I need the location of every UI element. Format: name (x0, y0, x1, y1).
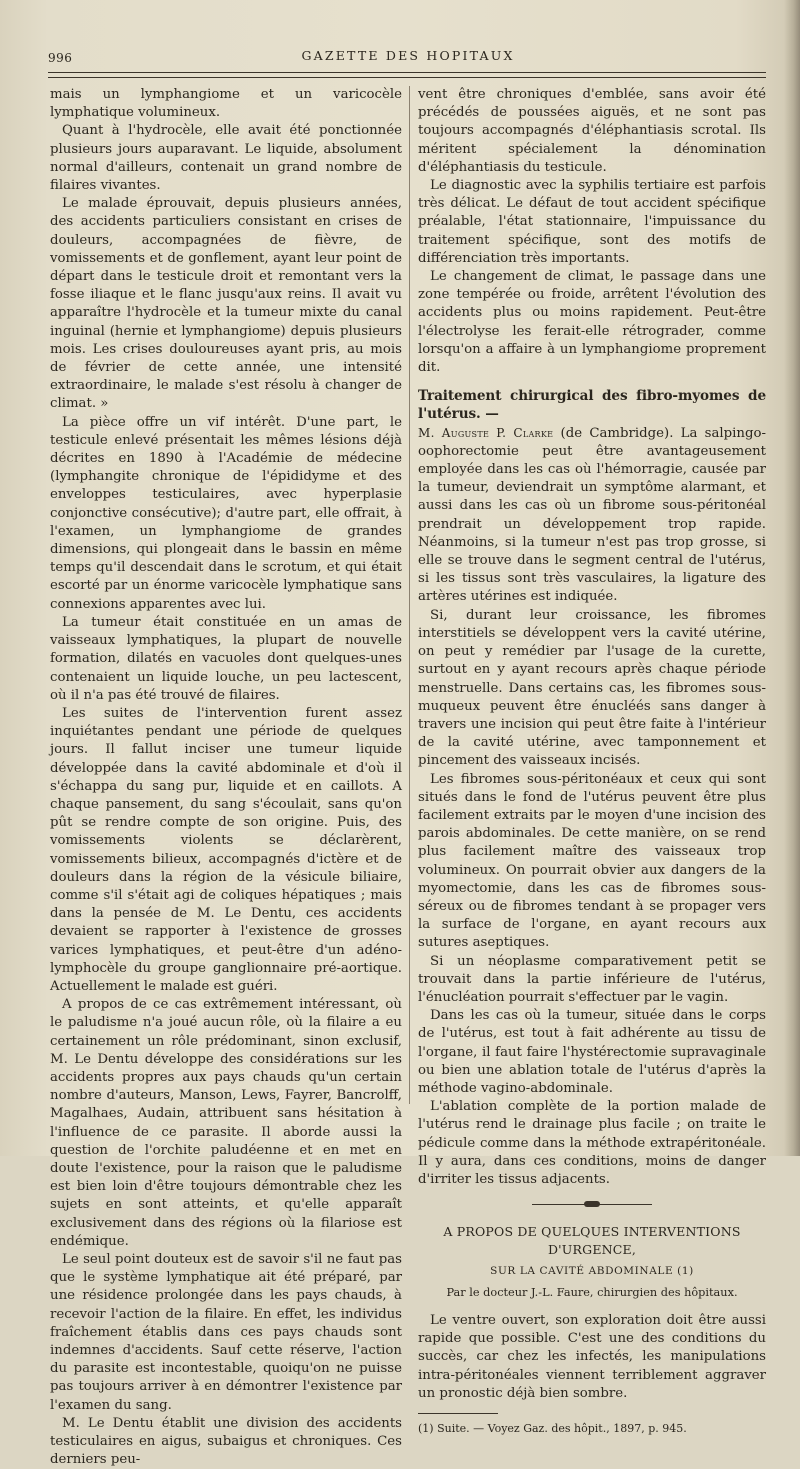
paragraph: Le malade éprouvait, depuis plusieurs années, des accidents particuliers consistant en crises de douleurs, accompagnées de fièvre, de vomissements et de gonflement, ayant leur point de départ dans le testicule droit et remontant vers la fosse iliaque et le flanc jusqu'aux reins. Il avait vu apparaître l'hydrocèle et la tumeur mixte du canal inguinal (hernie et lymphangiome) depuis plusieurs mois. Les crises douloureuses ayant pris, au mois de février de cette année, une intensité extraordinaire, le malade s'est résolu à changer de climat. » (50, 196, 402, 412)
running-title: GAZETTE DES HOPITAUX (301, 48, 515, 63)
page-header (48, 48, 768, 70)
paragraph: Si, durant leur croissance, les fibromes interstitiels se développent vers la cavité utérine, on peut y remédier par l'usage de la curette, surtout en y ayant recours après chaque période menstruelle. Dans certains cas, les fibromes sous-muqueux peuvent être énucléés sans danger à travers une incision qui peut être faite à l'intérieur de la cavité utérine, avec tamponnement et pincement des vaisseaux incisés. (418, 607, 766, 769)
paragraph: Quant à l'hydrocèle, elle avait été ponctionnée plusieurs jours auparavant. Le liquide, absolument normal d'ailleurs, contenait un grand nombre de filaires vivantes. (50, 123, 402, 194)
section-title: Traitement chirurgical des fibro-myomes de l'utérus. — (418, 388, 766, 423)
left-column (50, 86, 402, 1469)
paragraph: Le diagnostic avec la syphilis tertiaire est parfois très délicat. Le défaut de tout accident spécifique préalable, l'état stationnaire, l'impuissance du traitement spécifique, sont des motifs de différenciation très importants. (418, 178, 766, 266)
paragraph: Dans les cas où la tumeur, située dans le corps de l'utérus, est tout à fait adhérente au tissu de l'organe, il faut faire l'hystérectomie supravaginale ou bien une ablation totale de l'utérus d'après la méthode vagino-abdominale. (418, 1008, 766, 1096)
paragraph: La tumeur était constituée en un amas de vaisseaux lymphatiques, la plupart de nouvelle formation, dilatés en vacuoles dont quelques-unes contenaient un liquide louche, un peu lactescent, où il n'a pas été trouvé de filaires. (50, 614, 402, 703)
article-byline: Par le docteur J.-L. Faure, chirurgien des hôpitaux. (446, 1285, 738, 1299)
right-column (418, 86, 766, 1438)
paragraph: vent être chroniques d'emblée, sans avoir été précédés de poussées aiguës, et ne sont pas toujours accompagnés d'éléphantiasis scrotal. Ils méritent spécialement la dénomination d'éléphantiasis du testicule. (418, 87, 766, 175)
article-subtitle: SUR LA CAVITÉ ABDOMINALE (1) (490, 1264, 694, 1277)
page-edge-shadow (784, 0, 800, 1156)
paragraph: M. Le Dentu établit une division des accidents testiculaires en aigus, subaigus et chroniques. Ces derniers peu- (50, 1415, 402, 1468)
paragraph: Les fibromes sous-péritonéaux et ceux qui sont situés dans le fond de l'utérus peuvent être plus facilement extraits par le moyen d'une incision des parois abdominales. De cette manière, on se rend plus facilement maître des vaisseaux trop volumineux. On pourrait obvier aux dangers de la myomectomie, dans les cas de fibromes sous-séreux ou de fibromes tendant à se propager vers la surface de l'organe, en ayant recours aux sutures aseptiques. (418, 771, 766, 951)
paragraph: Si un néoplasme comparativement petit se trouvait dans la partie inférieure de l'utérus, l'énucléation pourrait s'effectuer par le vagin. (418, 953, 766, 1005)
footnote: (1) Suite. — Voyez Gaz. des hôpit., 1897, p. 945. (418, 1422, 687, 1436)
section-author: M. Auguste P. Clarke (418, 425, 554, 440)
paragraph: Le changement de climat, le passage dans une zone tempérée ou froide, arrêtent l'évolution des accidents plus ou moins rapidement. Peut-être l'électrolyse les ferait-elle rétrograder, comme lorsqu'on a affaire à un lymphangiome proprement dit. (418, 269, 766, 376)
header-rule (48, 72, 766, 78)
column-divider (409, 86, 410, 1104)
paragraph: mais un lymphangiome et un varicocèle lymphatique volumineux. (50, 87, 402, 121)
article-title: A PROPOS DE QUELQUES INTERVENTIONS D'URGENCE, (443, 1224, 741, 1258)
section-ornament (532, 1201, 652, 1209)
paragraph: A propos de ce cas extrêmement intéressant, où le paludisme n'a joué aucun rôle, où la filaire a eu certainement un rôle prédominant, sinon exclusif, M. Le Dentu développe des considérations sur les accidents propres aux pays chauds qu'un certain nombre d'auteurs, Manson, Lews, Fayrer, Bancrolff, Magalhaes, Audain, attribuent sans hésitation à l'influence de ce parasite. Il aborde aussi la question de l'orchite paludéenne et en met en doute l'existence, pour la raison que le paludisme est bien loin d'être toujours démontrable chez les sujets en sont atteints, et qu'elle apparaît exclusivement dans des régions où la filariose est endémique. (50, 997, 402, 1249)
paragraph: La pièce offre un vif intérêt. D'une part, le testicule enlevé présentait les mêmes lésions déjà décrites en 1890 à l'Académie de médecine (lymphangite chronique de l'épididyme et des enveloppes testiculaires, avec hyperplasie conjonctive consécutive); d'autre part, elle offrait, à l'examen, un lymphangiome de grandes dimensions, qui plongeait dans le bassin en même temps qu'il descendait dans le scrotum, et qui était escorté par un énorme varicocèle lymphatique sans connexions apparentes avec lui. (50, 414, 402, 612)
footnote-rule (418, 1413, 498, 1414)
paragraph: L'ablation complète de la portion malade de l'utérus rend le drainage plus facile ; on traite le pédicule comme dans la méthode extrapéritonéale. Il y aura, dans ces conditions, moins de danger d'irriter les tissus adjacents. (418, 1099, 766, 1187)
paragraph: Le seul point douteux est de savoir s'il ne faut pas que le système lymphatique ait été préparé, par une résidence prolongée dans les pays chauds, à recevoir l'action de la filaire. En effet, les individus fraîchement établis dans ces pays chauds sont indemnes d'accidents. Sauf cette réserve, l'action du parasite est incontestable, quoiqu'on ne puisse pas toujours arriver à en démontrer l'existence par l'examen du sang. (50, 1252, 402, 1413)
section-lead-paragraph (418, 424, 766, 607)
paragraph: Le ventre ouvert, son exploration doit être aussi rapide que possible. C'est une des conditions du succès, car chez les infectés, les manipulations intra-péritonéales viennent terriblement aggraver un pronostic déjà bien sombre. (418, 1313, 766, 1401)
paragraph: Les suites de l'intervention furent assez inquiétantes pendant une période de quelques jours. Il fallut inciser une tumeur liquide développée dans la cavité abdominale et d'où il s'échappa du sang pur, liquide et en caillots. A chaque pansement, du sang s'écoulait, sans qu'on pût se rendre compte de son origine. Puis, des vomissements violents se déclarèrent, vomissements bilieux, accompagnés d'ictère et de douleurs dans la région de la vésicule biliaire, comme s'il s'était agi de coliques hépatiques ; mais dans la pensée de M. Le Dentu, ces accidents devaient se rapporter à l'existence de grosses varices lymphatiques, et peut-être d'un adéno-lymphocèle du groupe ganglionnaire pré-aortique. Actuellement le malade est guéri. (50, 705, 402, 994)
page-number: 996 (48, 51, 73, 65)
section-lead-text: (de Cambridge). La salpingo-oophorectomie peut être avantageusement employée dans les cas où l'hémorragie, causée par la tumeur, deviendrait un symptôme alarmant, et aussi dans les cas où un fibrome sous-péritonéal prendrait un développement trop rapide. Néanmoins, si la tumeur n'est pas trop grosse, si elle se trouve dans le segment central de l'utérus, si les tissus sont très vasculaires, la ligature des artères utérines est indiquée. (418, 425, 767, 605)
